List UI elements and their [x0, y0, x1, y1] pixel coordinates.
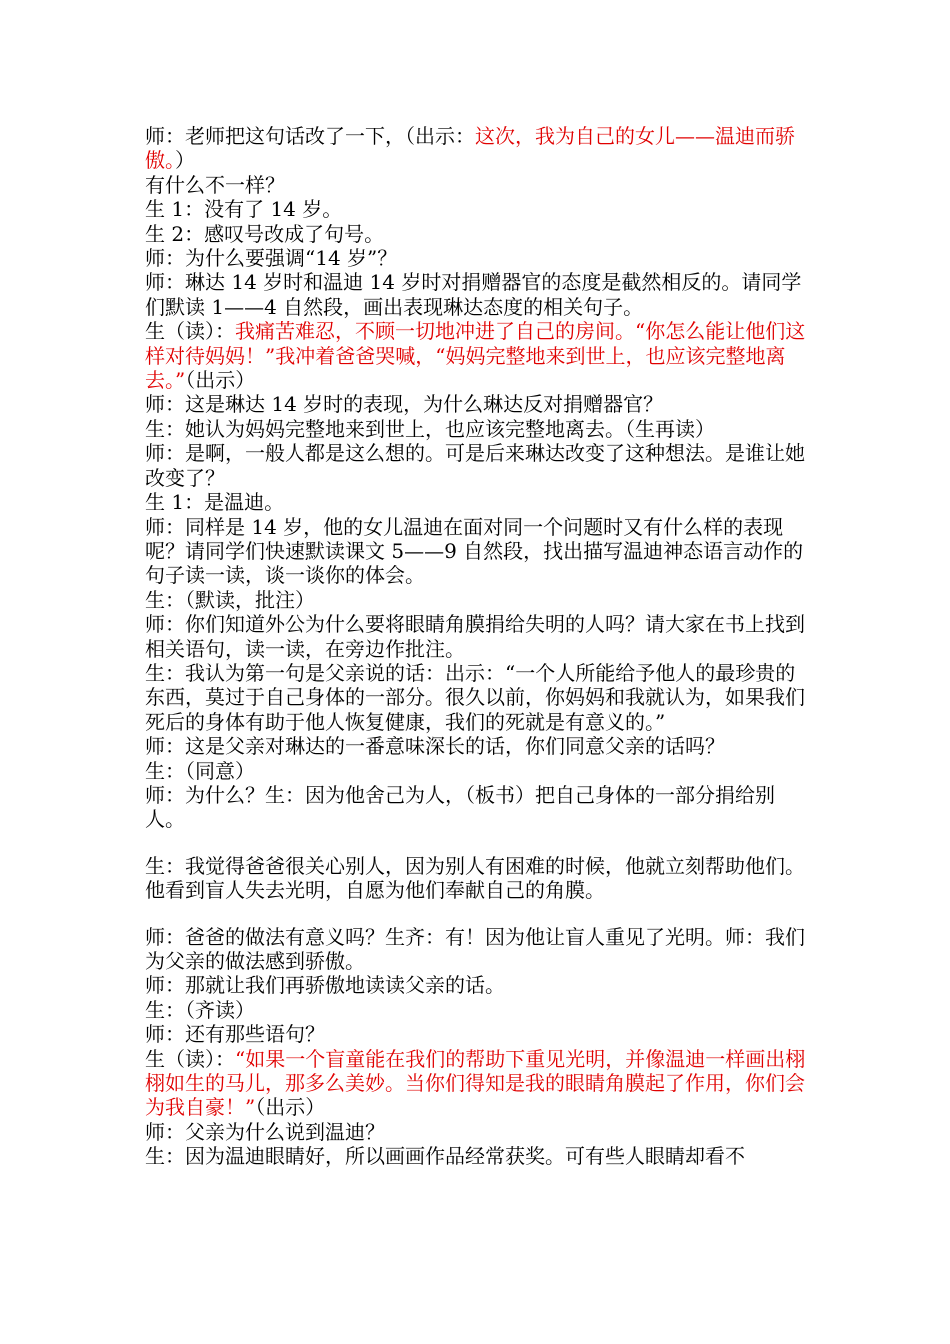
dialogue-text: 生 1：没有了 14 岁。 — [145, 197, 343, 222]
dialogue-text: 师：你们知道外公为什么要将眼睛角膜捐给失明的人吗？请大家在书上找到相关语句，读一读，在旁边作批注。 — [145, 612, 805, 661]
paragraph-gap — [145, 832, 813, 854]
dialogue-paragraph — [145, 998, 813, 1022]
dialogue-paragraph — [145, 612, 813, 661]
dialogue-paragraph — [145, 417, 813, 441]
dialogue-text: 师：父亲为什么说到温迪？ — [145, 1119, 385, 1144]
dialogue-paragraph — [145, 734, 813, 758]
dialogue-paragraph — [145, 1120, 813, 1144]
dialogue-paragraph — [145, 1022, 813, 1046]
dialogue-paragraph — [145, 854, 813, 903]
dialogue-text: 生：我觉得爸爸很关心别人，因为别人有困难的时候，他就立刻帮助他们。他看到盲人失去光明，自愿为他们奉献自己的角膜。 — [145, 853, 805, 903]
dialogue-text: 师：老师把这句话改了一下，（出示： — [145, 124, 475, 148]
dialogue-paragraph — [145, 246, 813, 270]
dialogue-paragraph — [145, 270, 813, 319]
dialogue-text: 师：还有那些语句？ — [145, 1022, 325, 1047]
dialogue-paragraph — [145, 124, 813, 173]
dialogue-paragraph — [145, 1144, 813, 1168]
dialogue-paragraph — [145, 222, 813, 246]
dialogue-paragraph — [145, 783, 813, 832]
dialogue-text: 师：同样是 14 岁，他的女儿温迪在面对同一个问题时又有什么样的表现呢？请同学们快速默读课文 5——9 自然段，找出描写温迪神态语言动作的句子读一读，谈一谈你的体会。 — [145, 514, 804, 588]
dialogue-text: 生（读）： — [145, 319, 235, 344]
dialogue-text: 师：这是琳达 14 岁时的表现，为什么琳达反对捐赠器官？ — [145, 392, 664, 417]
dialogue-paragraph — [145, 973, 813, 997]
dialogue-text: （出示） — [185, 368, 256, 393]
dialogue-text: 师：琳达 14 岁时和温迪 14 岁时对捐赠器官的态度是截然相反的。请同学们默读 1——4 自然段，画出表现琳达态度的相关句子。 — [145, 270, 802, 319]
dialogue-text: 生：因为温迪眼睛好，所以画画作品经常获奖。可有些人眼睛却看不 — [145, 1144, 745, 1169]
dialogue-text: 师：那就让我们再骄傲地读读父亲的话。 — [145, 973, 505, 998]
dialogue-text: 师：为什么要强调“14 岁”？ — [145, 246, 398, 271]
dialogue-text: 师：是啊，一般人都是这么想的。可是后来琳达改变了这种想法。是谁让她改变了？ — [145, 441, 805, 490]
dialogue-paragraph — [145, 759, 813, 783]
dialogue-text: 师：爸爸的做法有意义吗？生齐：有！因为他让盲人重见了光明。师：我们为父亲的做法感到骄傲。 — [145, 924, 805, 973]
document-page — [145, 124, 813, 1169]
dialogue-text: 生（读）： — [145, 1046, 235, 1071]
dialogue-paragraph — [145, 515, 813, 588]
dialogue-text: （出示） — [255, 1095, 326, 1120]
dialogue-paragraph — [145, 173, 813, 197]
dialogue-paragraph — [145, 1047, 813, 1120]
dialogue-paragraph — [145, 588, 813, 612]
dialogue-paragraph — [145, 661, 813, 734]
highlighted-quote-text: 我痛苦难忍，不顾一切地冲进了自己的房间。“你怎么能让他们这样对待妈妈！”我冲着爸爸哭喊，“妈妈完整地来到世上，也应该完整地离去。” — [145, 319, 806, 393]
dialogue-text: ） — [175, 148, 195, 173]
paragraph-gap — [145, 903, 813, 925]
dialogue-text: 有什么不一样？ — [145, 172, 285, 197]
dialogue-text: 生：我认为第一句是父亲说的话：出示：“一个人所能给予他人的最珍贵的东西，莫过于自己身体的一部分。很久以前，你妈妈和我就认为，如果我们死后的身体有助于他人恢复健康，我们的死就是有意义的。” — [145, 660, 805, 734]
dialogue-text: 师：这是父亲对琳达的一番意味深长的话，你们同意父亲的话吗？ — [145, 734, 725, 759]
dialogue-text: 生：她认为妈妈完整地来到世上，也应该完整地离去。（生再读） — [145, 416, 715, 441]
dialogue-paragraph — [145, 197, 813, 221]
dialogue-paragraph — [145, 925, 813, 974]
highlighted-quote-text: 这次，我为自己的女儿——温迪而骄傲。 — [145, 124, 795, 173]
dialogue-text: 生：（齐读） — [145, 997, 255, 1022]
dialogue-text: 师：为什么？生：因为他舍己为人，（板书）把自己身体的一部分捐给别人。 — [145, 782, 775, 832]
highlighted-quote-text: “如果一个盲童能在我们的帮助下重见光明，并像温迪一样画出栩栩如生的马儿，那多么美妙。当你们得知是我的眼睛角膜起了作用，你们会为我自豪！” — [145, 1046, 806, 1120]
dialogue-text: 生：（同意） — [145, 758, 255, 783]
dialogue-text: 生：（默读，批注） — [145, 587, 315, 612]
dialogue-paragraph — [145, 490, 813, 514]
dialogue-text: 生 2：感叹号改成了句号。 — [145, 221, 385, 246]
dialogue-paragraph — [145, 319, 813, 392]
dialogue-text: 生 1：是温迪。 — [145, 490, 285, 515]
dialogue-paragraph — [145, 392, 813, 416]
dialogue-paragraph — [145, 441, 813, 490]
